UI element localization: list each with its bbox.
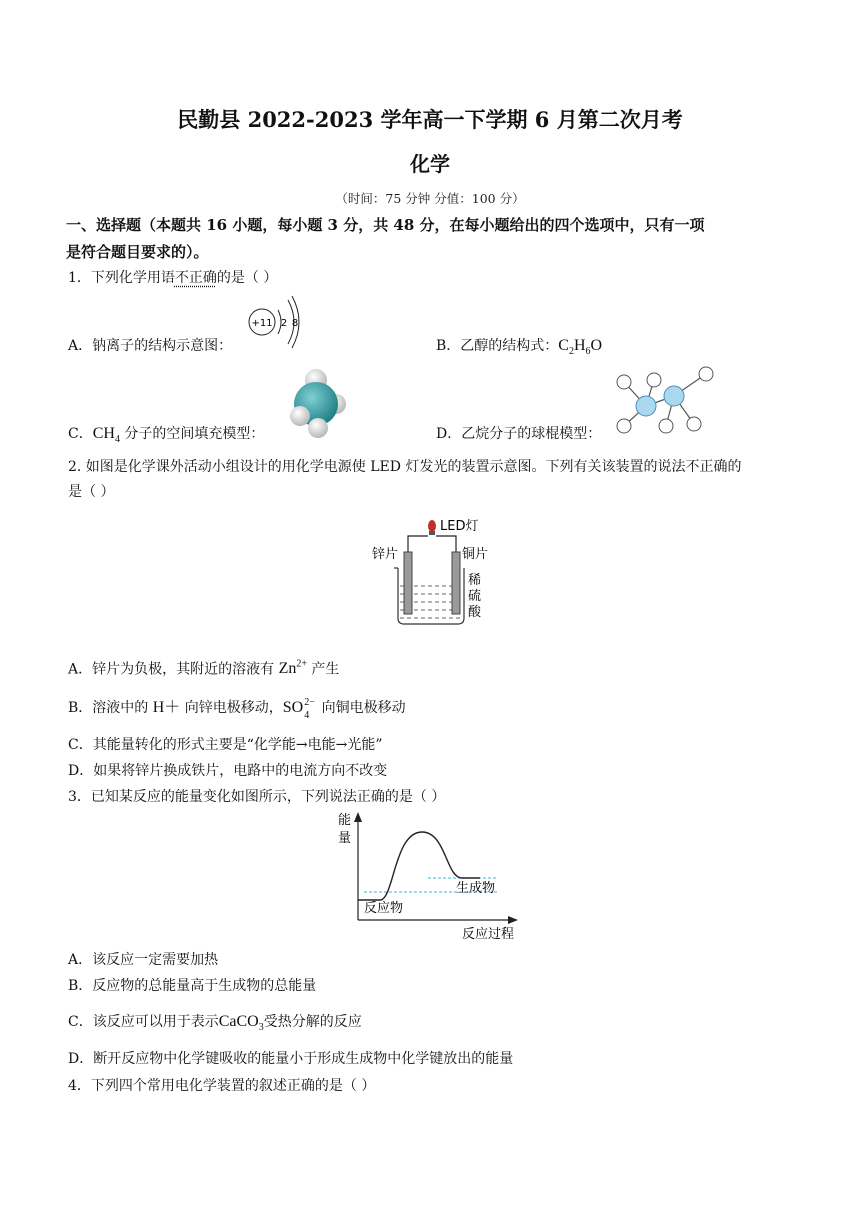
q4-stem: 4．下列四个常用电化学装置的叙述正确的是（ ） [68, 1078, 376, 1094]
q1-option-d: D．乙烷分子的球棍模型： [436, 426, 602, 442]
section-heading-line1: 一、选择题（本题共 16 小题，每小题 3 分，共 48 分，在每小题给出的四个选项中，只有一项 [66, 216, 705, 234]
led-label: LED灯 [440, 519, 479, 534]
shell1-label: 2 [280, 318, 288, 329]
zinc-label: 锌片 [372, 547, 399, 562]
q3-option-b: B．反应物的总能量高于生成物的总能量 [68, 978, 317, 994]
subject-title: 化学 [410, 152, 450, 176]
q2-option-d: D．如果将锌片换成铁片，电路中的电流方向不改变 [68, 763, 388, 779]
methane-space-filling-model [282, 366, 354, 438]
galvanic-cell-diagram [368, 512, 498, 632]
shell2-label: 8 [291, 318, 299, 329]
reactant-label: 反应物 [364, 901, 404, 916]
copper-label: 铜片 [462, 547, 489, 562]
acid-label-2: 硫 [468, 589, 482, 604]
q3-option-d: D．断开反应物中化学键吸收的能量小于形成生成物中化学键放出的能量 [68, 1051, 514, 1067]
q2-option-c: C．其能量转化的形式主要是“化学能→电能→光能” [68, 737, 383, 753]
exam-meta: （时间：75 分钟 分值：100 分） [335, 191, 525, 206]
y-axis-label-1: 能 [338, 813, 352, 828]
sodium-ion-diagram [244, 294, 304, 350]
q1-emphasis: 不正确 [174, 270, 217, 286]
nucleus-label: +11 [251, 318, 273, 329]
y-axis-label-2: 量 [338, 831, 352, 846]
q1-option-c: C．$CH_4$ 分子的空间填充模型： [68, 425, 265, 446]
q2-option-a: A．锌片为负极，其附近的溶液有 $Zn^{2+}$ 产生 [68, 659, 340, 678]
energy-diagram [334, 808, 522, 944]
product-label: 生成物 [456, 881, 496, 896]
q3-option-a: A．该反应一定需要加热 [68, 952, 219, 968]
q1-option-a: A．钠离子的结构示意图： [68, 338, 233, 354]
q2-stem-line1: 2. 如图是化学课外活动小组设计的用化学电源使 LED 灯发光的装置示意图。下列有关该装置的说法不正确的 [68, 459, 742, 475]
q3-stem: 3．已知某反应的能量变化如图所示，下列说法正确的是（ ） [68, 789, 446, 805]
ethane-ball-stick-model [610, 366, 730, 436]
section-heading-line2: 是符合题目要求的）。 [66, 243, 209, 261]
q1-option-b: B．乙醇的结构式：$C_2H_6O$ [436, 337, 603, 358]
page-title: 民勤县 2022-2023 学年高一下学期 6 月第二次月考 [177, 107, 683, 132]
copper-electrode [452, 552, 460, 614]
acid-label-3: 酸 [468, 605, 482, 620]
led-bulb [428, 520, 436, 532]
zinc-electrode [404, 552, 412, 614]
q2-option-b: B．溶液中的 H＋ 向锌电极移动，SO 2− 4 向铜电极移动 [68, 697, 406, 722]
acid-label-1: 稀 [468, 573, 482, 588]
q1-stem: 1．下列化学用语不正确的是（ ） [68, 270, 278, 286]
q3-option-c: C．该反应可以用于表示CaCO$_3$受热分解的反应 [68, 1013, 362, 1034]
x-axis-label: 反应过程 [462, 927, 515, 942]
q2-stem-line2: 是（ ） [68, 484, 115, 500]
